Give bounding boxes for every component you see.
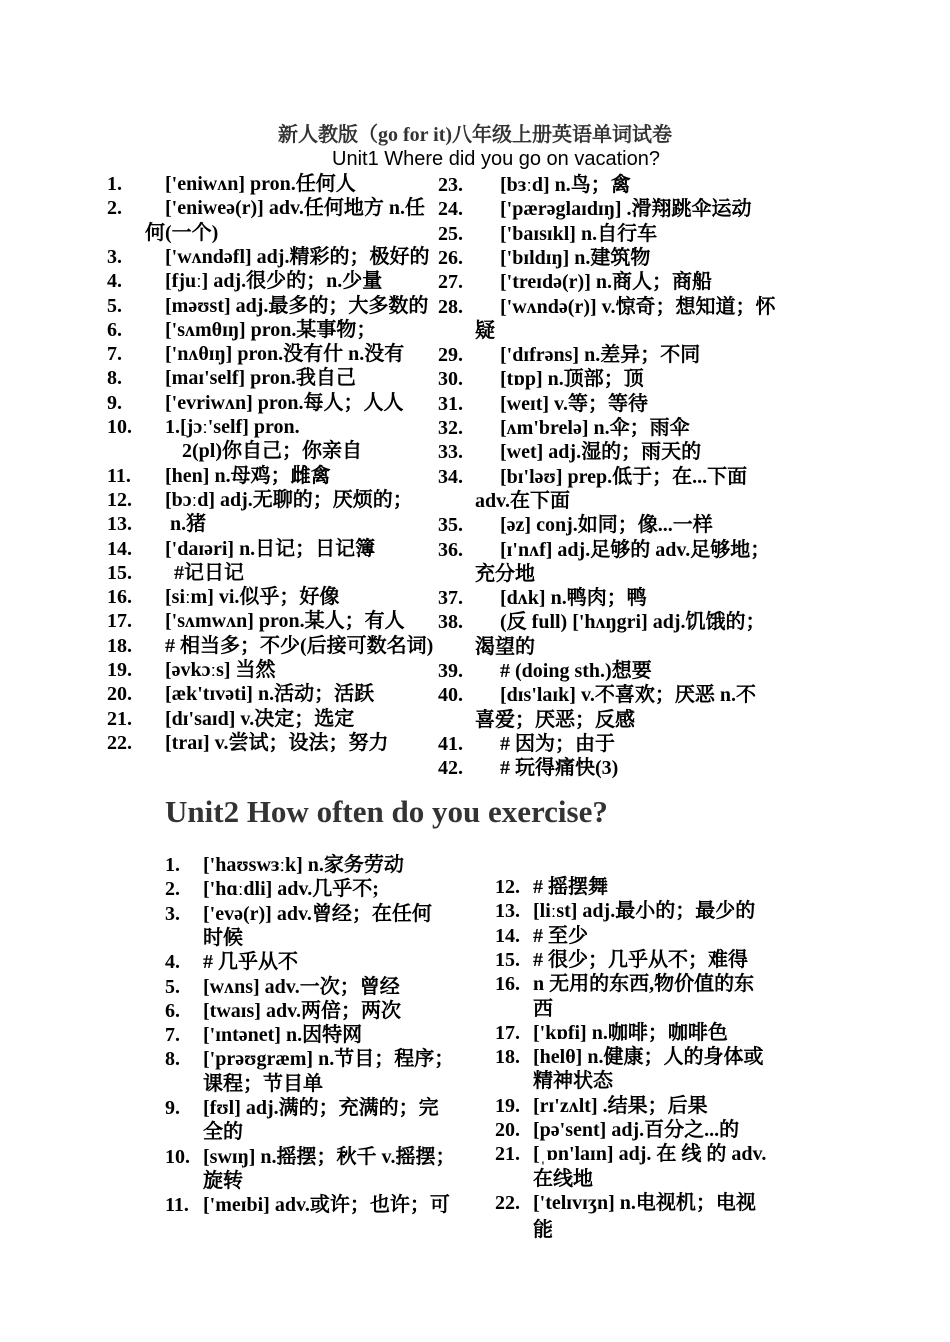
entry-text: ['telɪvɪʒn] n.电视机；电视 xyxy=(533,1191,756,1214)
entry-continuation: 时候 xyxy=(203,926,243,949)
entry-number: 12. xyxy=(495,876,520,898)
entry-number: 31. xyxy=(438,392,463,415)
entry-text: [əz] conj.如同；像...一样 xyxy=(500,514,713,537)
entry-number: 33. xyxy=(438,441,463,464)
entry-number: 23. xyxy=(438,174,463,196)
entry-number: 18. xyxy=(495,1046,520,1069)
entry-text: [hen] n.母鸡；雌禽 xyxy=(165,464,331,487)
entry-number: 36. xyxy=(438,538,463,561)
entry-number: 6. xyxy=(165,999,180,1022)
entry-text: [fjuː] adj.很少的；n.少量 xyxy=(165,270,383,293)
entry-text: ['haʊswɜːk] n.家务劳动 xyxy=(203,854,404,876)
entry-continuation: 精神状态 xyxy=(533,1070,613,1093)
entry-number: 10. xyxy=(165,1145,190,1168)
entry-number: 38. xyxy=(438,611,463,634)
entry-number: 17. xyxy=(107,610,132,633)
entry-text: ['baɪsɪkl] n.自行车 xyxy=(500,222,658,245)
entry-number: 13. xyxy=(495,900,520,923)
entry-number: 26. xyxy=(438,246,463,269)
entry-text: [bɪ'ləʊ] prep.低于；在...下面 xyxy=(500,465,748,488)
entry-continuation: 充分地 xyxy=(475,562,535,585)
entry-text: [traɪ] v.尝试；设法；努力 xyxy=(165,731,389,754)
entry-text: # 玩得痛快(3) xyxy=(500,757,619,780)
entry-text: [tɒp] n.顶部；顶 xyxy=(500,368,644,391)
entry-continuation: 全的 xyxy=(203,1121,243,1144)
entry-continuation: 何(一个) xyxy=(145,221,219,244)
entry-number: 37. xyxy=(438,587,463,610)
entry-continuation: 在线地 xyxy=(533,1167,593,1190)
entry-number: 39. xyxy=(438,660,463,682)
entry-text: # 几乎从不 xyxy=(203,951,298,974)
entry-text: [helθ] n.健康；人的身体或 xyxy=(533,1046,764,1069)
entry-text: [fʊl] adj.满的；充满的；完 xyxy=(203,1097,439,1119)
entry-text: # 摇摆舞 xyxy=(533,876,608,898)
entry-text: [weɪt] v.等；等待 xyxy=(500,392,648,415)
entry-text: [siːm] vi.似乎；好像 xyxy=(165,586,340,609)
entry-continuation: 渴望的 xyxy=(475,635,535,658)
entry-text: n 无用的东西,物价值的东 xyxy=(533,973,755,996)
entry-text: # 因为；由于 xyxy=(500,732,615,755)
entry-number: 29. xyxy=(438,344,463,367)
entry-number: 1. xyxy=(107,173,122,195)
entry-text: [pə'sent] adj.百分之...的 xyxy=(533,1119,740,1141)
entry-text: ['sʌmwʌn] pron.某人；有人 xyxy=(165,610,405,633)
entry-text: ['bɪldɪŋ] n.建筑物 xyxy=(500,246,651,269)
entry-number: 22. xyxy=(495,1191,520,1214)
entry-text: [dɪs'laɪk] v.不喜欢；厌恶 n.不 xyxy=(500,684,756,707)
entry-text: [əvkɔːs] 当然 xyxy=(165,659,276,681)
entry-number: 24. xyxy=(438,198,463,221)
entry-number: 18. xyxy=(107,634,132,657)
entry-text: # 至少 xyxy=(533,924,588,947)
entry-number: 22. xyxy=(107,731,132,754)
entry-text: (反 full) ['hʌŋgri] adj.饥饿的； xyxy=(500,611,766,634)
entry-number: 35. xyxy=(438,514,463,537)
entry-number: 20. xyxy=(495,1119,520,1141)
entry-number: 3. xyxy=(107,245,122,268)
entry-text: [dɪ'saɪd] v.决定；选定 xyxy=(165,707,355,730)
entry-continuation: 旋转 xyxy=(203,1169,243,1192)
entry-number: 25. xyxy=(438,222,463,245)
entry-continuation: 喜爱；厌恶；反感 xyxy=(475,708,635,731)
entry-continuation: 疑 xyxy=(475,319,495,342)
entry-number: 4. xyxy=(165,951,180,974)
entry-text: ['sʌmθɪŋ] pron.某事物； xyxy=(165,318,377,341)
entry-number: 2. xyxy=(165,878,180,901)
entry-text: 1.[jɔː'self] pron. xyxy=(165,416,300,438)
entry-number: 6. xyxy=(107,318,122,341)
entry-number: 40. xyxy=(438,684,463,707)
entry-text: [ˌɒn'laɪn] adj. 在 线 的 adv. xyxy=(533,1143,767,1166)
entry-number: 21. xyxy=(107,707,132,730)
entry-number: 42. xyxy=(438,757,463,780)
entry-number: 12. xyxy=(107,488,132,511)
entry-number: 15. xyxy=(107,561,132,584)
entry-text: [məʊst] adj.最多的；大多数的 xyxy=(165,294,429,317)
entry-number: 9. xyxy=(107,391,122,414)
entry-number: 14. xyxy=(495,924,520,947)
entry-text: ['nʌθɪŋ] pron.没有什 n.没有 xyxy=(165,343,405,366)
entry-text: ['dɪfrəns] n.差异；不同 xyxy=(500,344,701,367)
entry-continuation: 课程；节目单 xyxy=(203,1072,323,1095)
entry-text: ['daɪəri] n.日记；日记簿 xyxy=(165,537,376,560)
entry-number: 10. xyxy=(107,416,132,438)
entry-number: 11. xyxy=(165,1194,189,1217)
entry-number: 3. xyxy=(165,902,180,925)
entry-number: 8. xyxy=(107,367,122,390)
entry-text: ['eniweə(r)] adv.任何地方 n.任 xyxy=(165,197,425,220)
entry-number: 8. xyxy=(165,1048,180,1071)
entry-text: [dʌk] n.鸭肉；鸭 xyxy=(500,587,647,610)
entry-continuation: 2(pl)你自己；你亲自 xyxy=(182,440,362,463)
entry-number: 13. xyxy=(107,513,132,536)
entry-text: [bɔːd] adj.无聊的；厌烦的； xyxy=(165,488,413,511)
entry-text: [twaɪs] adv.两倍；两次 xyxy=(203,999,401,1022)
entry-text: [swɪŋ] n.摇摆；秋千 v.摇摆； xyxy=(203,1145,456,1168)
entry-text: [rɪ'zʌlt] .结果；后果 xyxy=(533,1094,708,1117)
entry-number: 1. xyxy=(165,854,180,876)
entry-text: # 相当多；不少(后接可数名词) xyxy=(165,634,434,657)
entry-text: [æk'tɪvəti] n.活动；活跃 xyxy=(165,683,375,706)
unit2-heading: Unit2 How often do you exercise? xyxy=(165,794,608,829)
unit1-heading: Unit1 Where did you go on vacation? xyxy=(332,148,660,170)
entry-continuation: 西 xyxy=(533,997,553,1020)
entry-number: 9. xyxy=(165,1097,180,1119)
entry-text: n.猪 xyxy=(170,513,207,536)
entry-text: ['kɒfi] n.咖啡；咖啡色 xyxy=(533,1021,728,1044)
entry-text: #记日记 xyxy=(174,561,244,584)
entry-continuation: 能 xyxy=(533,1218,553,1241)
entry-number: 21. xyxy=(495,1143,520,1166)
entry-text: ['wʌndə(r)] v.惊奇；想知道；怀 xyxy=(500,295,776,318)
entry-number: 27. xyxy=(438,271,463,294)
entry-text: [liːst] adj.最小的；最少的 xyxy=(533,900,756,923)
entry-text: ['evə(r)] adv.曾经；在任何 xyxy=(203,902,432,925)
entry-continuation: adv.在下面 xyxy=(475,489,571,512)
entry-number: 7. xyxy=(165,1024,180,1047)
entry-number: 2. xyxy=(107,197,122,220)
entry-text: ['meɪbi] adv.或许；也许；可 xyxy=(203,1194,450,1217)
entry-number: 19. xyxy=(495,1094,520,1117)
entry-text: [wʌns] adv.一次；曾经 xyxy=(203,975,400,998)
entry-text: [ʌm'brelə] n.伞；雨伞 xyxy=(500,417,690,439)
entry-text: ['eniwʌn] pron.任何人 xyxy=(165,173,356,195)
entry-number: 34. xyxy=(438,465,463,488)
entry-text: ['wʌndəfl] adj.精彩的；极好的 xyxy=(165,245,430,268)
entry-number: 19. xyxy=(107,659,132,681)
entry-number: 30. xyxy=(438,368,463,391)
entry-number: 28. xyxy=(438,295,463,318)
entry-number: 4. xyxy=(107,270,122,293)
entry-number: 17. xyxy=(495,1021,520,1044)
entry-text: ['treɪdə(r)] n.商人；商船 xyxy=(500,271,713,294)
entry-number: 16. xyxy=(107,586,132,609)
entry-text: [maɪ'self] pron.我自己 xyxy=(165,367,356,390)
entry-text: [wet] adj.湿的；雨天的 xyxy=(500,441,702,464)
entry-text: ['hɑːdli] adv.几乎不; xyxy=(203,878,379,901)
entry-number: 5. xyxy=(165,975,180,998)
entry-number: 15. xyxy=(495,948,520,971)
entry-number: 16. xyxy=(495,973,520,996)
entry-number: 5. xyxy=(107,294,122,317)
entry-text: [ɪ'nʌf] adj.足够的 adv.足够地； xyxy=(500,538,771,561)
entry-text: ['ɪntənet] n.因特网 xyxy=(203,1024,363,1047)
entry-number: 32. xyxy=(438,417,463,439)
entry-number: 11. xyxy=(107,464,131,487)
entry-text: ['prəʊgræm] n.节目；程序； xyxy=(203,1048,455,1071)
entry-text: ['evriwʌn] pron.每人；人人 xyxy=(165,391,404,414)
entry-number: 20. xyxy=(107,683,132,706)
document-title: 新人教版（go for it)八年级上册英语单词试卷 xyxy=(277,124,673,146)
entry-number: 14. xyxy=(107,537,132,560)
entry-number: 41. xyxy=(438,732,463,755)
entry-text: # 很少；几乎从不；难得 xyxy=(533,948,748,971)
entry-number: 7. xyxy=(107,343,122,366)
entry-text: [bɜːd] n.鸟；禽 xyxy=(500,174,631,196)
entry-text: ['pærəglaɪdɪŋ] .滑翔跳伞运动 xyxy=(500,198,752,221)
entry-text: # (doing sth.)想要 xyxy=(500,660,652,682)
